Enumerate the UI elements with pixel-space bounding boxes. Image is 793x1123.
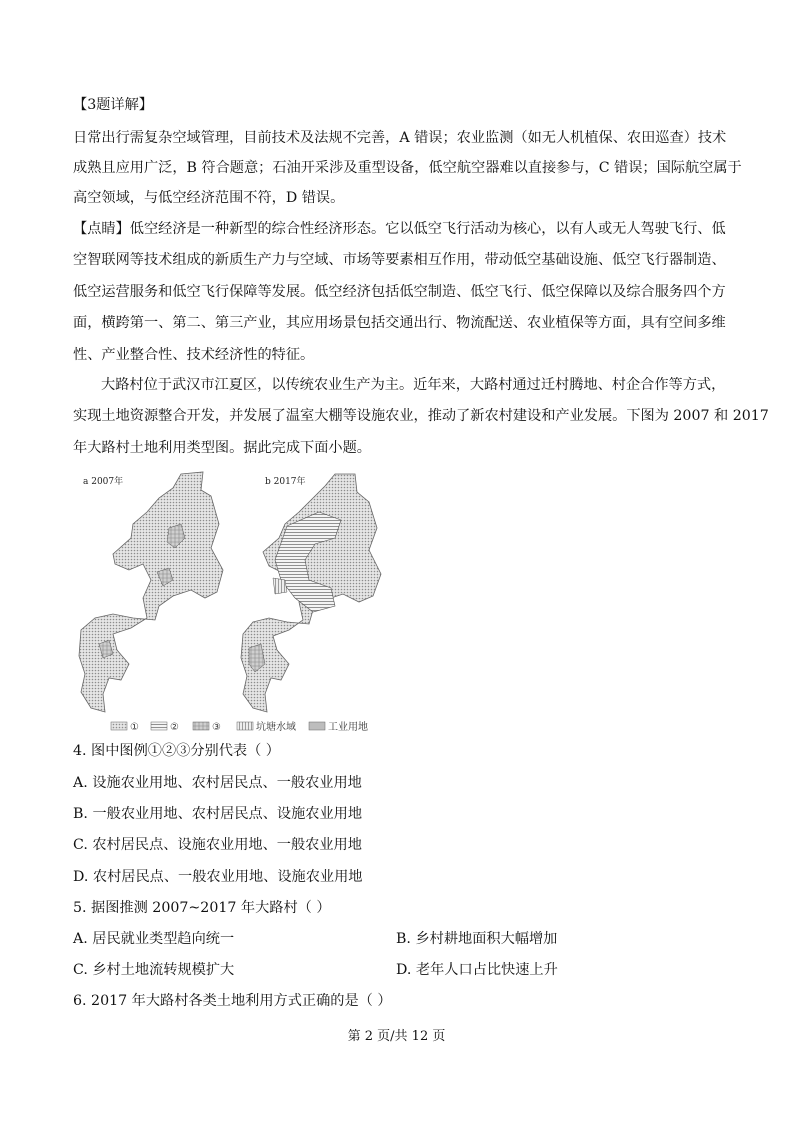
- land-use-maps: [73, 468, 385, 736]
- question-4-option-a[interactable]: A. 设施农业用地、农村居民点、一般农业用地: [73, 775, 362, 791]
- explanation-line-1: 日常出行需复杂空域管理，目前技术及法规不完善，A 错误；农业监测（如无人机植保、农田巡查）技术: [73, 130, 727, 146]
- question-5-stem: 5. 据图推测 2007~2017 年大路村（ ）: [73, 900, 331, 916]
- page-footer: 第 2 页/共 12 页: [347, 1029, 446, 1044]
- explanation-line-2: 成熟且应用广泛，B 符合题意；石油开采涉及重型设备，低空航空器难以直接参与，C 错误；国际航空属于: [73, 160, 742, 176]
- map-b-water-area: [273, 578, 287, 594]
- question-4-option-d[interactable]: D. 农村居民点、一般农业用地、设施农业用地: [73, 869, 363, 885]
- tip-line-2: 空智联网等技术组成的新质生产力与空域、市场等要素相互作用，带动低空基础设施、低空飞行器制造、: [73, 252, 726, 268]
- tip-line-5: 性、产业整合性、技术经济性的特征。: [73, 347, 315, 363]
- passage-line-1: 大路村位于武汉市江夏区，以传统农业生产为主。近年来，大路村通过迁村腾地、村企合作等方式，: [101, 377, 726, 393]
- legend-label-industrial: 工业用地: [328, 722, 368, 733]
- map-legend: [111, 720, 368, 733]
- legend-label-2: ②: [170, 722, 179, 733]
- question-6-stem: 6. 2017 年大路村各类土地利用方式正确的是（ ）: [73, 993, 392, 1009]
- question-5-option-b[interactable]: B. 乡村耕地面积大幅增加: [396, 931, 558, 947]
- map-b-label: b 2017年: [265, 477, 306, 487]
- legend-label-water: 坑塘水域: [256, 722, 296, 733]
- detail-heading: 【3题详解】: [73, 97, 153, 113]
- question-5-option-a[interactable]: A. 居民就业类型趋向统一: [73, 931, 235, 947]
- tip-line-4: 面，横跨第一、第二、第三产业，其应用场景包括交通出行、物流配送、农业植保等方面，具有空间多维: [73, 315, 726, 331]
- legend-swatch-water: [237, 722, 253, 730]
- explanation-line-3: 高空领域，与低空经济范围不符，D 错误。: [73, 190, 345, 206]
- question-4-option-b[interactable]: B. 一般农业用地、农村居民点、设施农业用地: [73, 806, 363, 822]
- passage-line-3: 年大路村土地利用类型图。据此完成下面小题。: [73, 440, 371, 456]
- legend-label-3: ③: [212, 722, 221, 733]
- legend-swatch-2: [151, 722, 167, 730]
- question-5-option-d[interactable]: D. 老年人口占比快速上升: [396, 962, 558, 978]
- question-4-stem: 4. 图中图例①②③分别代表（ ）: [73, 743, 280, 759]
- legend-swatch-industrial: [309, 722, 325, 730]
- passage-line-2: 实现土地资源整合开发，并发展了温室大棚等设施农业，推动了新农村建设和产业发展。下图为 2007 和 2017: [73, 408, 769, 424]
- question-5-option-c[interactable]: C. 乡村土地流转规模扩大: [73, 962, 235, 978]
- map-a-label: a 2007年: [83, 477, 124, 487]
- legend-label-1: ①: [130, 722, 139, 733]
- tip-line-1: 【点睛】低空经济是一种新型的综合性经济形态。它以低空飞行活动为核心，以有人或无人驾驶飞行、低: [73, 221, 726, 237]
- land-use-map-figure: [73, 468, 385, 736]
- map-a-territory: [79, 472, 223, 712]
- tip-line-3: 低空运营服务和低空飞行保障等发展。低空经济包括低空制造、低空飞行、低空保障以及综合服务四个方: [73, 284, 726, 300]
- legend-swatch-1: [111, 722, 127, 730]
- question-4-option-c[interactable]: C. 农村居民点、设施农业用地、一般农业用地: [73, 837, 362, 853]
- legend-swatch-3: [193, 722, 209, 730]
